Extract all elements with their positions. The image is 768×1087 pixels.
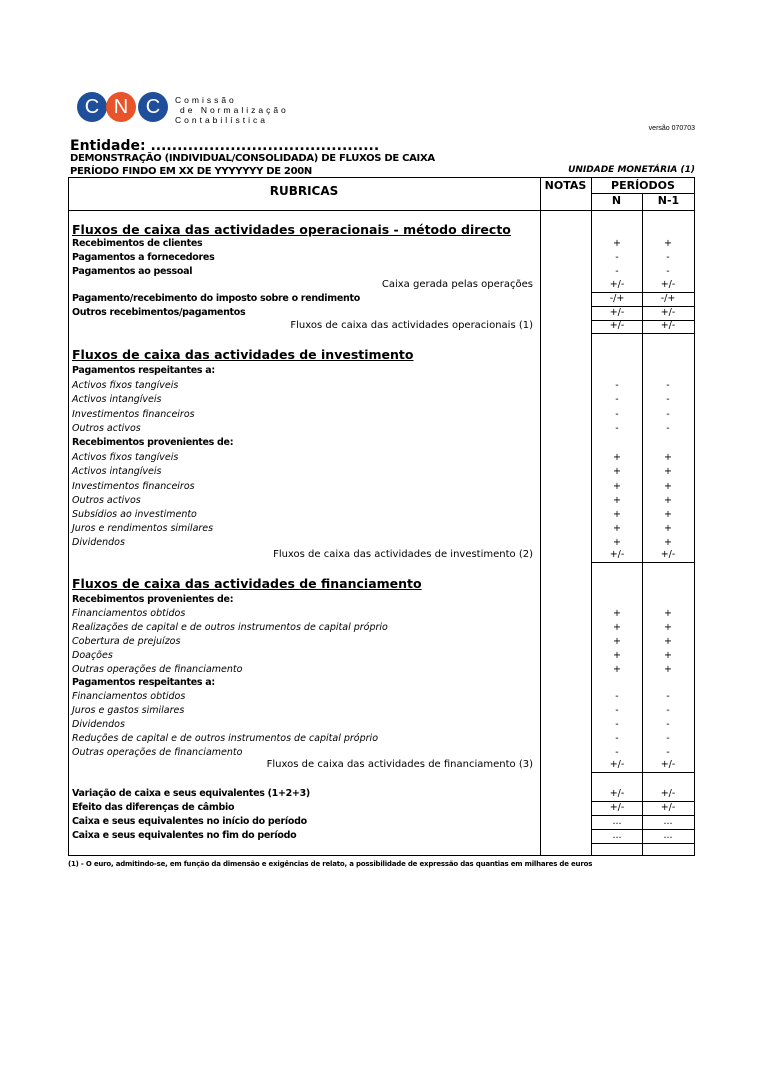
row-label: Outras operações de financiamento bbox=[72, 747, 243, 758]
value-n1: - bbox=[666, 380, 670, 391]
value-n1: +/- bbox=[642, 801, 694, 816]
value-n1: - bbox=[666, 394, 670, 405]
row-label: Reduções de capital e de outros instrumentos de capital próprio bbox=[72, 733, 379, 744]
value-n: - bbox=[615, 252, 619, 263]
value-n1: +/- bbox=[642, 548, 694, 563]
value-n: +/- bbox=[591, 278, 643, 293]
total-financiamento-label: Fluxos de caixa das actividades de financiamento (3) bbox=[266, 759, 533, 770]
value-n1: - bbox=[666, 747, 670, 758]
document-title: DEMONSTRAÇÃO (INDIVIDUAL/CONSOLIDADA) DE FLUXOS DE CAIXA bbox=[70, 153, 435, 164]
row-label: Subsídios ao investimento bbox=[72, 509, 197, 520]
value-n1: + bbox=[664, 495, 672, 506]
n-header: N bbox=[611, 194, 622, 207]
row-label: Investimentos financeiros bbox=[72, 409, 195, 420]
value-n: + bbox=[613, 523, 621, 534]
value-n: - bbox=[615, 719, 619, 730]
value-n: ... bbox=[591, 829, 643, 844]
row-label: Doações bbox=[72, 650, 113, 661]
value-n: + bbox=[613, 452, 621, 463]
section-financiamento-title: Fluxos de caixa das actividades de financiamento bbox=[72, 576, 422, 591]
value-n1: +/- bbox=[642, 278, 694, 293]
row-label: Financiamentos obtidos bbox=[72, 691, 186, 702]
value-n1: + bbox=[664, 466, 672, 477]
row-label: Outros activos bbox=[72, 495, 141, 506]
row-label: Financiamentos obtidos bbox=[72, 608, 186, 619]
row-label: Dividendos bbox=[72, 719, 125, 730]
value-n: - bbox=[615, 691, 619, 702]
value-n1: - bbox=[666, 691, 670, 702]
row-label: Investimentos financeiros bbox=[72, 481, 195, 492]
group-header: Pagamentos respeitantes a: bbox=[72, 365, 215, 376]
value-n1: + bbox=[664, 650, 672, 661]
row-label: Variação de caixa e seus equivalentes (1+2+3) bbox=[72, 788, 310, 799]
value-n: +/- bbox=[591, 787, 643, 802]
section-investimento-title: Fluxos de caixa das actividades de investimento bbox=[72, 347, 414, 362]
row-label: Pagamento/recebimento do imposto sobre o rendimento bbox=[72, 293, 360, 304]
row-label: Caixa e seus equivalentes no fim do período bbox=[72, 830, 297, 841]
value-n1: - bbox=[666, 252, 670, 263]
value-n1: + bbox=[664, 608, 672, 619]
value-n: + bbox=[613, 622, 621, 633]
logo-letter-c1: C bbox=[77, 92, 107, 122]
row-label: Juros e rendimentos similares bbox=[72, 523, 214, 534]
value-n1: ... bbox=[642, 815, 694, 830]
value-n: +/- bbox=[591, 801, 643, 816]
value-n1: ... bbox=[642, 829, 694, 844]
value-n1: + bbox=[664, 664, 672, 675]
value-n1: +/- bbox=[642, 758, 694, 773]
periodos-header: PERÍODOS bbox=[611, 179, 675, 192]
entity-line: Entidade: ........................................... bbox=[70, 138, 380, 154]
value-n1: + bbox=[664, 636, 672, 647]
rubricas-header: RUBRICAS bbox=[269, 184, 339, 198]
value-n1: - bbox=[666, 409, 670, 420]
value-n: - bbox=[615, 409, 619, 420]
row-label: Cobertura de prejuízos bbox=[72, 636, 181, 647]
logo-line-2: de Normalização bbox=[180, 105, 289, 115]
value-n1: +/- bbox=[642, 319, 694, 334]
value-n1: - bbox=[666, 733, 670, 744]
value-n: + bbox=[613, 650, 621, 661]
value-n1: + bbox=[664, 523, 672, 534]
row-label: Activos fixos tangíveis bbox=[72, 380, 179, 391]
row-label: Dividendos bbox=[72, 537, 125, 548]
value-n: + bbox=[613, 481, 621, 492]
row-label: Realizações de capital e de outros instrumentos de capital próprio bbox=[72, 622, 388, 633]
row-label: Activos intangíveis bbox=[72, 466, 162, 477]
period-line: PERÍODO FINDO EM XX DE YYYYYYY DE 200N bbox=[70, 166, 312, 177]
value-n1: + bbox=[664, 452, 672, 463]
row-label: Outros recebimentos/pagamentos bbox=[72, 307, 246, 318]
row-label: Outros activos bbox=[72, 423, 141, 434]
value-n1: - bbox=[666, 423, 670, 434]
value-n: + bbox=[613, 537, 621, 548]
value-n: ... bbox=[591, 815, 643, 830]
row-label: Pagamentos a fornecedores bbox=[72, 252, 215, 263]
value-n: + bbox=[613, 466, 621, 477]
value-n: + bbox=[613, 238, 621, 249]
logo-letter-c2: C bbox=[138, 92, 168, 122]
logo-letter-n: N bbox=[106, 92, 136, 122]
value-n: - bbox=[615, 733, 619, 744]
value-n1: - bbox=[666, 705, 670, 716]
value-n1: - bbox=[666, 266, 670, 277]
value-n1: + bbox=[664, 509, 672, 520]
version-label: versão 070703 bbox=[648, 125, 695, 132]
row-label: Activos intangíveis bbox=[72, 394, 162, 405]
row-label: Juros e gastos similares bbox=[72, 705, 185, 716]
value-n: +/- bbox=[591, 319, 643, 334]
logo-line-1: Comissão bbox=[175, 95, 237, 105]
footnote: (1) - O euro, admitindo-se, em função da dimensão e exigências de relato, a possibilidade de expressão das quantias em milhares de euros bbox=[68, 860, 593, 868]
value-n: + bbox=[613, 495, 621, 506]
group-header: Pagamentos respeitantes a: bbox=[72, 677, 215, 688]
value-n: - bbox=[615, 705, 619, 716]
value-n: +/- bbox=[591, 548, 643, 563]
monetary-unit: UNIDADE MONETÁRIA (1) bbox=[568, 165, 695, 175]
notas-column-divider bbox=[540, 177, 541, 856]
subtotal-label: Caixa gerada pelas operações bbox=[381, 279, 533, 290]
row-label: Activos fixos tangíveis bbox=[72, 452, 179, 463]
value-n: - bbox=[615, 394, 619, 405]
n1-header: N-1 bbox=[657, 194, 680, 207]
row-label: Outras operações de financiamento bbox=[72, 664, 243, 675]
notas-header: NOTAS bbox=[544, 179, 587, 192]
value-n1: + bbox=[664, 622, 672, 633]
value-n1: + bbox=[664, 537, 672, 548]
header-divider bbox=[68, 210, 695, 211]
value-n: +/- bbox=[591, 758, 643, 773]
value-n: - bbox=[615, 380, 619, 391]
value-n: -/+ bbox=[591, 292, 643, 307]
value-n: - bbox=[615, 266, 619, 277]
row-label: Caixa e seus equivalentes no início do período bbox=[72, 816, 307, 827]
value-n1: -/+ bbox=[642, 292, 694, 307]
row-label: Recebimentos de clientes bbox=[72, 238, 203, 249]
row-label: Pagamentos ao pessoal bbox=[72, 266, 193, 277]
value-n: + bbox=[613, 509, 621, 520]
value-n1: +/- bbox=[642, 306, 694, 321]
value-n: - bbox=[615, 747, 619, 758]
value-n: + bbox=[613, 664, 621, 675]
value-n1: +/- bbox=[642, 787, 694, 802]
value-n1: + bbox=[664, 481, 672, 492]
logo-line-3: Contabilística bbox=[175, 115, 269, 125]
group-header: Recebimentos provenientes de: bbox=[72, 437, 234, 448]
value-n: + bbox=[613, 636, 621, 647]
value-n: + bbox=[613, 608, 621, 619]
value-n1: - bbox=[666, 719, 670, 730]
value-n1: + bbox=[664, 238, 672, 249]
total-investimento-label: Fluxos de caixa das actividades de investimento (2) bbox=[273, 549, 533, 560]
value-n: +/- bbox=[591, 306, 643, 321]
group-header: Recebimentos provenientes de: bbox=[72, 594, 234, 605]
section-operacionais-title: Fluxos de caixa das actividades operacionais - método directo bbox=[72, 222, 511, 237]
value-n: - bbox=[615, 423, 619, 434]
total-operacionais-label: Fluxos de caixa das actividades operacionais (1) bbox=[290, 320, 533, 331]
row-label: Efeito das diferenças de câmbio bbox=[72, 802, 235, 813]
